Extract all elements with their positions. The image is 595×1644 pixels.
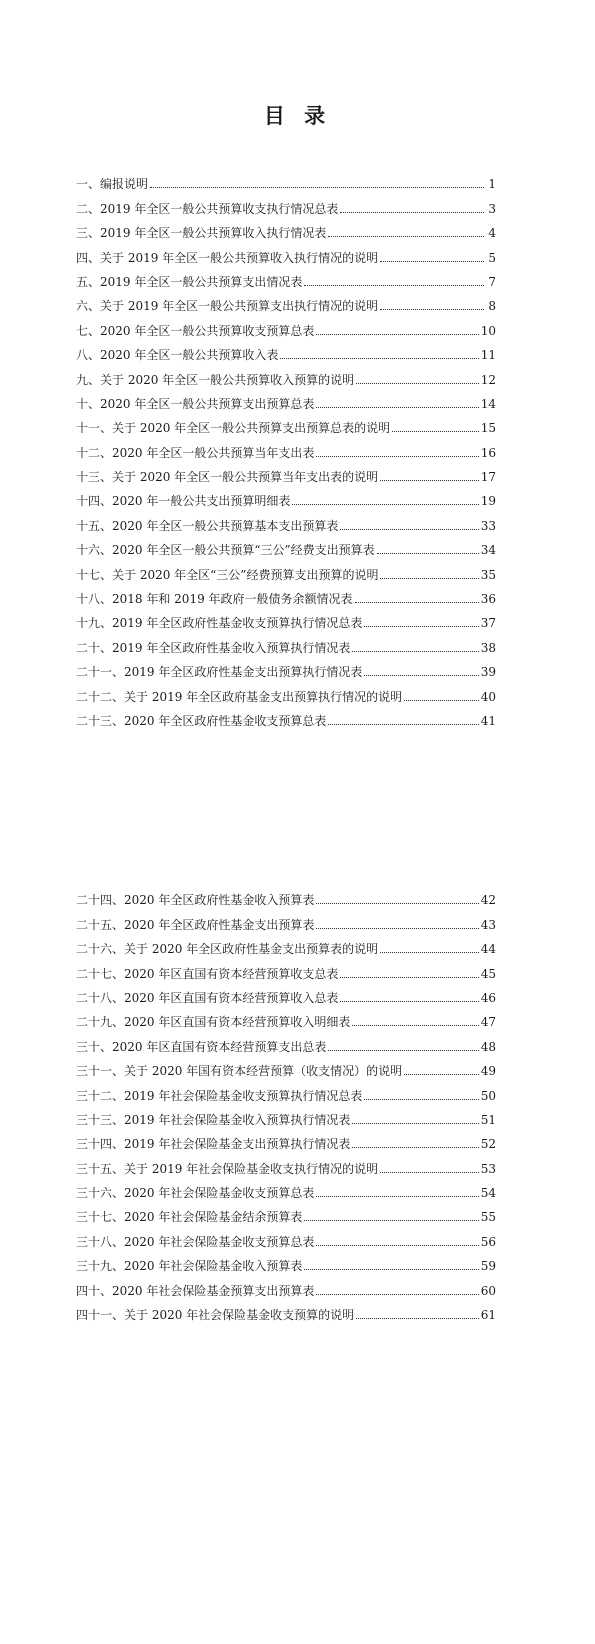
toc-entry-label: 六、关于 2019 年全区一般公共预算支出执行情况的说明	[76, 299, 379, 314]
toc-entry-label: 五、2019 年全区一般公共预算支出情况表	[76, 274, 303, 289]
toc-entry[interactable]	[76, 932, 496, 956]
toc-entry-label: 三、2019 年全区一般公共预算收入执行情况表	[76, 226, 327, 241]
toc-entry[interactable]	[76, 1029, 496, 1053]
toc-entry[interactable]	[76, 1005, 496, 1029]
toc-entry[interactable]	[76, 1054, 496, 1078]
toc-entry[interactable]	[76, 289, 496, 313]
toc-entry-page-number: 12	[480, 372, 496, 387]
dot-leader	[364, 626, 478, 627]
toc-entry[interactable]	[76, 460, 496, 484]
dot-leader	[280, 358, 478, 359]
dot-leader	[380, 480, 479, 481]
toc-entry-label: 一、编报说明	[76, 177, 149, 192]
dot-leader	[328, 724, 478, 725]
dot-leader	[316, 407, 478, 408]
toc-entry-label: 三十二、2019 年社会保险基金收支预算执行情况总表	[76, 1088, 363, 1103]
toc-entry-label: 二十四、2020 年全区政府性基金收入预算表	[76, 893, 315, 908]
toc-entry-page-number: 41	[480, 713, 496, 728]
toc-entry[interactable]	[76, 1078, 496, 1102]
dot-leader	[316, 334, 478, 335]
toc-entry-page-number: 11	[480, 348, 496, 363]
toc-entry-page-number: 16	[480, 445, 496, 460]
toc-entry[interactable]	[76, 1127, 496, 1151]
toc-entry-label: 二、2019 年全区一般公共预算收支执行情况总表	[76, 201, 339, 216]
toc-entry-label: 十四、2020 年一般公共支出预算明细表	[76, 494, 291, 509]
dot-leader	[380, 952, 479, 953]
dot-leader	[304, 285, 484, 286]
toc-entry-page-number: 19	[480, 494, 496, 509]
toc-entry-page-number: 7	[488, 274, 496, 289]
toc-entry-page-number: 35	[480, 567, 496, 582]
toc-entry[interactable]	[76, 582, 496, 606]
dot-leader	[380, 309, 484, 310]
toc-entry-page-number: 42	[480, 893, 496, 908]
toc-entry-label: 十八、2018 年和 2019 年政府一般债务余额情况表	[76, 592, 353, 607]
toc-entry[interactable]	[76, 387, 496, 411]
toc-entry[interactable]	[76, 1298, 496, 1322]
toc-entry-page-number: 54	[480, 1186, 496, 1201]
toc-entry-page-number: 33	[480, 518, 496, 533]
toc-entry-label: 三十、2020 年区直国有资本经营预算支出总表	[76, 1039, 327, 1054]
dot-leader	[304, 1269, 478, 1270]
toc-entry-page-number: 53	[480, 1161, 496, 1176]
toc-entry-page-number: 49	[480, 1064, 496, 1079]
toc-entry-label: 二十六、关于 2020 年全区政府性基金支出预算表的说明	[76, 942, 379, 957]
toc-entry-page-number: 39	[480, 665, 496, 680]
dot-leader	[404, 700, 479, 701]
toc-entry[interactable]	[76, 1151, 496, 1175]
toc-entry-label: 八、2020 年全区一般公共预算收入表	[76, 348, 279, 363]
dot-leader	[340, 1001, 478, 1002]
dot-leader	[404, 1074, 479, 1075]
toc-entry[interactable]	[76, 313, 496, 337]
toc-list-part2	[76, 883, 496, 1322]
toc-entry[interactable]	[76, 240, 496, 264]
dot-leader	[380, 578, 478, 579]
toc-entry-page-number: 3	[488, 201, 496, 216]
dot-leader	[356, 1318, 479, 1319]
dot-leader	[316, 1294, 478, 1295]
toc-entry[interactable]	[76, 704, 496, 728]
toc-entry[interactable]	[76, 484, 496, 508]
toc-entry[interactable]	[76, 265, 496, 289]
toc-entry-label: 九、关于 2020 年全区一般公共预算收入预算的说明	[76, 372, 355, 387]
toc-entry-page-number: 59	[480, 1259, 496, 1274]
toc-entry-page-number: 44	[480, 942, 496, 957]
toc-entry[interactable]	[76, 533, 496, 557]
toc-entry-page-number: 40	[480, 689, 496, 704]
dot-leader	[364, 1099, 478, 1100]
toc-entry-label: 三十三、2019 年社会保险基金收入预算执行情况表	[76, 1112, 351, 1127]
dot-leader	[304, 1220, 478, 1221]
toc-entry[interactable]	[76, 1273, 496, 1297]
toc-entry-label: 三十七、2020 年社会保险基金结余预算表	[76, 1210, 303, 1225]
toc-entry-page-number: 46	[480, 990, 496, 1005]
toc-entry-page-number: 45	[480, 966, 496, 981]
toc-entry-page-number: 17	[480, 470, 496, 485]
toc-entry-label: 二十五、2020 年全区政府性基金支出预算表	[76, 917, 315, 932]
toc-entry[interactable]	[76, 655, 496, 679]
toc-entry-page-number: 37	[480, 616, 496, 631]
toc-entry-page-number: 10	[480, 323, 496, 338]
toc-entry[interactable]	[76, 907, 496, 931]
toc-entry-label: 四十一、关于 2020 年社会保险基金收支预算的说明	[76, 1308, 355, 1323]
dot-leader	[352, 1147, 478, 1148]
toc-entry[interactable]	[76, 411, 496, 435]
toc-entry[interactable]	[76, 606, 496, 630]
toc-entry[interactable]	[76, 435, 496, 459]
toc-entry[interactable]	[76, 1224, 496, 1248]
toc-entry-page-number: 14	[480, 396, 496, 411]
toc-entry-label: 四、关于 2019 年全区一般公共预算收入执行情况的说明	[76, 250, 379, 265]
dot-leader	[316, 1245, 478, 1246]
toc-entry-label: 三十八、2020 年社会保险基金收支预算总表	[76, 1234, 315, 1249]
toc-entry[interactable]	[76, 1176, 496, 1200]
toc-entry[interactable]	[76, 216, 496, 240]
dot-leader	[150, 187, 484, 188]
toc-entry-page-number: 8	[488, 299, 496, 314]
dot-leader	[355, 602, 479, 603]
toc-entry-label: 十九、2019 年全区政府性基金收支预算执行情况总表	[76, 616, 363, 631]
toc-entry[interactable]	[76, 191, 496, 215]
dot-leader	[356, 383, 479, 384]
dot-leader	[352, 1123, 478, 1124]
toc-entry-label: 三十六、2020 年社会保险基金收支预算总表	[76, 1186, 315, 1201]
toc-entry-page-number: 52	[480, 1137, 496, 1152]
dot-leader	[377, 553, 479, 554]
toc-entry-page-number: 34	[480, 543, 496, 558]
toc-entry-page-number: 36	[480, 592, 496, 607]
toc-entry-label: 二十九、2020 年区直国有资本经营预算收入明细表	[76, 1015, 351, 1030]
toc-entry-label: 十七、关于 2020 年全区“三公”经费预算支出预算的说明	[76, 567, 379, 582]
dot-leader	[328, 1050, 478, 1051]
dot-leader	[352, 651, 478, 652]
toc-entry-label: 三十五、关于 2019 年社会保险基金收支执行情况的说明	[76, 1161, 379, 1176]
toc-entry-label: 二十三、2020 年全区政府性基金收支预算总表	[76, 713, 327, 728]
toc-entry-page-number: 60	[480, 1283, 496, 1298]
toc-entry-page-number: 47	[480, 1015, 496, 1030]
toc-entry-label: 二十八、2020 年区直国有资本经营预算收入总表	[76, 990, 339, 1005]
dot-leader	[316, 1196, 478, 1197]
dot-leader	[316, 903, 478, 904]
toc-entry-page-number: 51	[480, 1112, 496, 1127]
toc-list-part1	[76, 167, 496, 728]
toc-entry-label: 十二、2020 年全区一般公共预算当年支出表	[76, 445, 315, 460]
dot-leader	[328, 236, 484, 237]
toc-entry-page-number: 1	[488, 177, 496, 192]
toc-entry-page-number: 61	[480, 1308, 496, 1323]
dot-leader	[292, 504, 478, 505]
dot-leader	[380, 1172, 479, 1173]
toc-entry-label: 十一、关于 2020 年全区一般公共预算支出预算总表的说明	[76, 421, 391, 436]
toc-entry[interactable]	[76, 883, 496, 907]
dot-leader	[316, 928, 478, 929]
dot-leader	[380, 261, 484, 262]
toc-entry[interactable]	[76, 1249, 496, 1273]
toc-entry-label: 四十、2020 年社会保险基金预算支出预算表	[76, 1283, 315, 1298]
dot-leader	[364, 675, 478, 676]
dot-leader	[392, 431, 479, 432]
toc-entry-label: 十五、2020 年全区一般公共预算基本支出预算表	[76, 518, 339, 533]
toc-entry[interactable]	[76, 508, 496, 532]
toc-entry-label: 三十一、关于 2020 年国有资本经营预算（收支情况）的说明	[76, 1064, 403, 1079]
toc-entry[interactable]	[76, 557, 496, 581]
toc-entry-page-number: 5	[488, 250, 496, 265]
toc-entry-page-number: 48	[480, 1039, 496, 1054]
dot-leader	[340, 212, 484, 213]
dot-leader	[352, 1025, 478, 1026]
toc-entry-label: 十三、关于 2020 年全区一般公共预算当年支出表的说明	[76, 470, 379, 485]
dot-leader	[340, 529, 478, 530]
toc-entry-label: 二十、2019 年全区政府性基金收入预算执行情况表	[76, 640, 351, 655]
toc-entry-label: 二十七、2020 年区直国有资本经营预算收支总表	[76, 966, 339, 981]
toc-entry[interactable]	[76, 956, 496, 980]
toc-entry-page-number: 4	[488, 226, 496, 241]
toc-entry[interactable]	[76, 338, 496, 362]
toc-entry-label: 十、2020 年全区一般公共预算支出预算总表	[76, 396, 315, 411]
toc-entry[interactable]	[76, 630, 496, 654]
toc-entry-page-number: 38	[480, 640, 496, 655]
toc-entry[interactable]	[76, 362, 496, 386]
toc-entry-label: 二十二、关于 2019 年全区政府基金支出预算执行情况的说明	[76, 689, 403, 704]
toc-entry[interactable]	[76, 1103, 496, 1127]
toc-entry[interactable]	[76, 1200, 496, 1224]
toc-entry[interactable]	[76, 167, 496, 191]
toc-entry-page-number: 43	[480, 917, 496, 932]
toc-entry-label: 三十九、2020 年社会保险基金收入预算表	[76, 1259, 303, 1274]
toc-entry-label: 三十四、2019 年社会保险基金支出预算执行情况表	[76, 1137, 351, 1152]
toc-entry-label: 十六、2020 年全区一般公共预算“三公”经费支出预算表	[76, 543, 375, 558]
dot-leader	[340, 977, 478, 978]
toc-entry[interactable]	[76, 981, 496, 1005]
toc-entry[interactable]	[76, 679, 496, 703]
toc-entry-page-number: 55	[480, 1210, 496, 1225]
toc-entry-page-number: 56	[480, 1234, 496, 1249]
dot-leader	[316, 456, 478, 457]
toc-entry-label: 七、2020 年全区一般公共预算收支预算总表	[76, 323, 315, 338]
toc-entry-label: 二十一、2019 年全区政府性基金支出预算执行情况表	[76, 665, 363, 680]
toc-entry-page-number: 50	[480, 1088, 496, 1103]
toc-entry-page-number: 15	[480, 421, 496, 436]
page-title: 目 录	[263, 103, 332, 128]
